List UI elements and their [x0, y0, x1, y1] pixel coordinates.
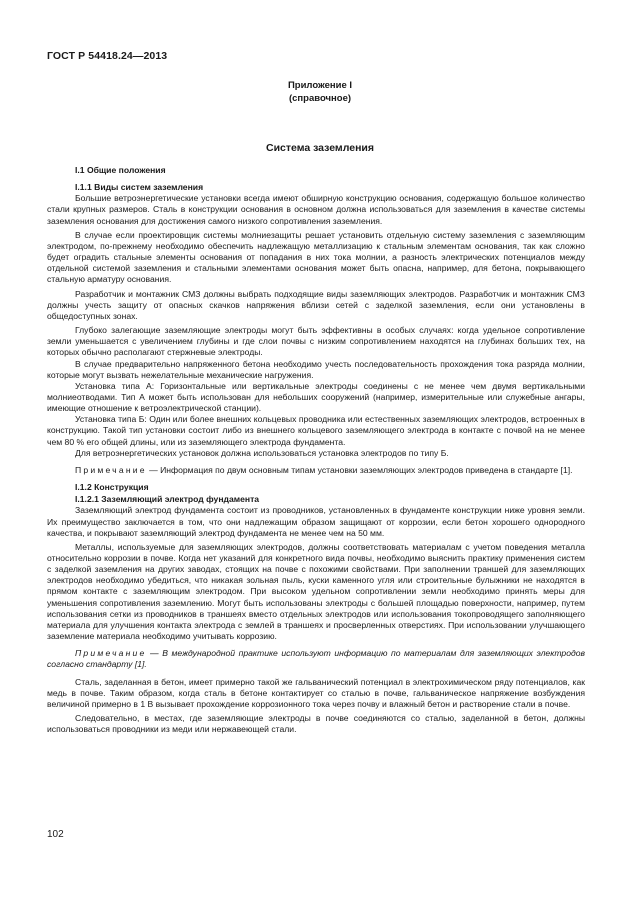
document-body: [47, 164, 585, 735]
note: [47, 648, 585, 670]
paragraph: Заземляющий электрод фундамента состоит из проводников, установленных в фундаменте конструкции ниже уровня земли. Их преимущество заключается в том, что они надлежащим образом защищают от коррозии, если бетон хорошего однородного качества, и покрывают заземляющий электрод фундамента не менее чем на 50 мм.: [47, 505, 585, 538]
heading-i11: I.1.1 Виды систем заземления: [75, 182, 204, 193]
paragraph: В случае предварительно напряженного бетона необходимо учесть последовательность прохождения тока разряда молнии, которые могут вызвать нежелательные механические нагружения.: [47, 358, 585, 380]
paragraph: Металлы, используемые для заземляющих электродов, должны соответствовать материалам с учетом поведения металла относительно коррозии в почве. Когда нет указаний для конкретного вида почвы, необходимо выяснить практику применения систем с заделкой заземления на других заводах, стоящих на почве с похожими свойствами. При заполнении траншей для заземляющих электродов необходимо убедиться, что никакая зольная пыль, куски каменного угля или строительные булыжники не находятся в прямом контакте с заземляющим электродом. При высоком удельном сопротивлении земли необходимо принять меры для уменьшения сопротивления заземлению. Могут быть использованы электроды с большей площадью поверхности, например, путем использования сетки из проводников в траншеях вместо отдельных электродов или использования токопроводящего заполняющего материала для улучшения контакта электрода с землей в траншеях и просверленных отверстиях. При использовании улучшающего заземление материала необходимо учитывать коррозию.: [47, 541, 585, 642]
annex-subtitle: (справочное): [288, 93, 352, 104]
heading-i1: I.1 Общие положения: [75, 165, 166, 175]
paragraph: Сталь, заделанная в бетон, имеет примерно такой же гальванический потенциал в электрохимическом ряду потенциалов, как медь в почве. Таким образом, когда сталь в бетоне контактирует со сталью в почве, гальваническое напряжение возбуждения величиной примерно в 1 В вызывает прохождение коррозионного тока через почву и влажный бетон и растворение стали в почве.: [47, 676, 585, 709]
paragraph: Установка типа А: Горизонтальные или вертикальные электроды соединены с не менее чем двумя вертикальными молниеотводами. Тип А может быть использован для небольших сооружений (например, измерительные или служебные ангары, имеющие отношение к ветроэлектрической станции).: [47, 380, 585, 414]
standard-header: ГОСТ Р 54418.24—2013: [47, 50, 168, 62]
note-text: — Информация по двум основным типам установки заземляющих электродов приведена в стандарте [1].: [146, 464, 573, 475]
note-label: Примечание: [75, 464, 147, 475]
heading-i121: I.1.2.1 Заземляющий электрод фундамента: [75, 494, 260, 505]
note: [47, 465, 585, 476]
note-label: Примечание: [75, 648, 147, 659]
paragraph: Установка типа Б: Один или более внешних кольцевых проводника или естественных заземляющих электродов, встроенных в конструкцию. Такой тип установки состоит либо из внешнего кольцевого заземляющего электрода в контакте с почвой на не менее чем 80 % его общей длины, или из заземляющего электрода фундамента.: [47, 414, 585, 447]
paragraph: В случае если проектировщик системы молниезащиты решает установить отдельную систему заземления с заземляющим электродом, по-прежнему необходимо обеспечить надлежащую металлизацию к стальным элементам основания, так как сложно будет оградить стальные элементы основания от попадания в них тока молнии, а разность электрических потенциалов между отдельной системой заземления и стальными элементами основания может быть опасна, например, для бетона, покрывающего стальную арматуру основания.: [47, 229, 585, 285]
paragraph: Глубоко залегающие заземляющие электроды могут быть эффективны в особых случаях: когда удельное сопротивление земли уменьшается с увеличением глубины и где слои почвы с низким сопротивлением находятся на глубинах больших тех, на которых обычно располагают стержневые электроды.: [47, 325, 585, 358]
paragraph: Для ветроэнергетических установок должна использоваться установка электродов по типу Б.: [75, 447, 449, 458]
heading-i12: I.1.2 Конструкция: [75, 482, 149, 493]
note-text: — В международной практике используют информацию по материалам для заземляющих электродов согласно стандарту [1].: [47, 648, 585, 670]
section-title: Система заземления: [266, 142, 374, 154]
page-number: 102: [47, 829, 64, 840]
paragraph: Разработчик и монтажник СМЗ должны выбрать подходящие виды заземляющих электродов. Разработчик и монтажник СМЗ должны учесть защиту от опасных скачков напряжения вблизи сетей с заделкой заземления, если они установлены в общедоступных зонах.: [47, 288, 585, 321]
annex-title: Приложение I: [287, 80, 353, 91]
paragraph: Большие ветроэнергетические установки всегда имеют обширную конструкцию основания, содержащую большое количество стали крупных размеров. Сталь в конструкции основания в основном должна использоваться для заземления в качестве системы заземления основания для достижения самого низкого сопротивления заземления.: [47, 193, 585, 226]
paragraph: Следовательно, в местах, где заземляющие электроды в почве соединяются со сталью, заделанной в бетон, должны использоваться проводники из меди или нержавеющей стали.: [47, 713, 585, 735]
